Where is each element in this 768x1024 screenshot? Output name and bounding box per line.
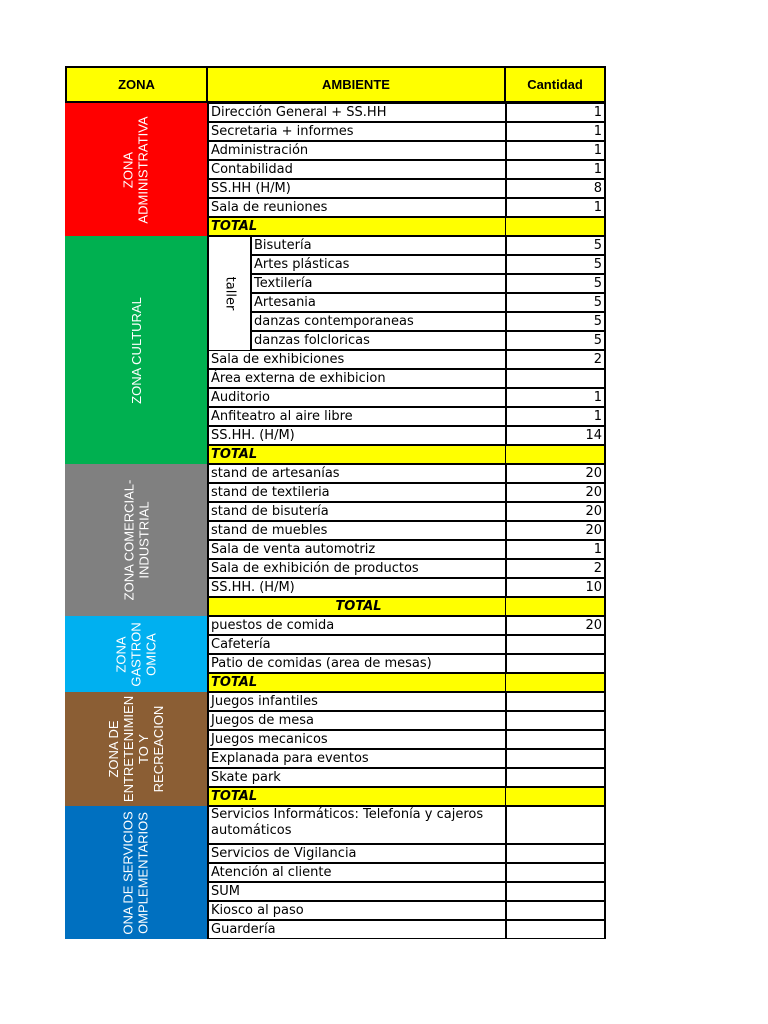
ambiente-cell: Anfiteatro al aire libre <box>207 407 507 426</box>
cantidad-cell: 1 <box>505 198 606 217</box>
cantidad-cell: 1 <box>505 141 606 160</box>
ambiente-cell: Área externa de exhibicion <box>207 369 507 388</box>
zone-label-line: GASTRON <box>128 621 144 687</box>
cantidad-cell <box>505 806 606 844</box>
ambiente-cell: danzas folcloricas <box>250 331 507 350</box>
ambiente-cell: SUM <box>207 882 507 901</box>
zone-label <box>65 464 207 616</box>
ambiente-cell: SS.HH. (H/M) <box>207 426 507 445</box>
ambiente-cell: Atención al cliente <box>207 863 507 882</box>
ambiente-cell: Sala de venta automotriz <box>207 540 507 559</box>
zone-label-line: ZONA DE <box>105 720 121 778</box>
ambiente-cell: Juegos mecanicos <box>207 730 507 749</box>
zone-label-line: INDUSTRIAL <box>136 501 151 579</box>
zone-label <box>65 692 207 806</box>
cantidad-cell: 1 <box>505 388 606 407</box>
ambiente-cell: TOTAL <box>207 445 507 464</box>
ambiente-cell: TOTAL <box>207 597 507 616</box>
header-ambiente: AMBIENTE <box>206 66 506 103</box>
ambiente-cell: TOTAL <box>207 787 507 806</box>
cantidad-cell: 8 <box>505 179 606 198</box>
ambiente-cell: Sala de exhibiciones <box>207 350 507 369</box>
cantidad-cell <box>505 635 606 654</box>
cantidad-cell <box>505 654 606 673</box>
cantidad-cell: 5 <box>505 236 606 255</box>
zone-label-line: ZONA <box>113 635 129 673</box>
header-zona: ZONA <box>65 66 208 103</box>
ambiente-cell: stand de textileria <box>207 483 507 502</box>
ambiente-cell: TOTAL <box>207 673 507 692</box>
cantidad-cell <box>505 673 606 692</box>
ambiente-cell: SS.HH. (H/M) <box>207 578 507 597</box>
cantidad-cell: 20 <box>505 464 606 483</box>
ambiente-cell: Patio de comidas (area de mesas) <box>207 654 507 673</box>
cantidad-cell: 1 <box>505 407 606 426</box>
cantidad-cell <box>505 369 606 388</box>
cantidad-cell <box>505 445 606 464</box>
cantidad-cell: 5 <box>505 255 606 274</box>
ambiente-cell: Secretaria + informes <box>207 122 507 141</box>
cantidad-cell: 20 <box>505 483 606 502</box>
cantidad-cell <box>505 882 606 901</box>
zone-label <box>65 103 207 236</box>
cantidad-cell <box>505 901 606 920</box>
cantidad-cell <box>505 597 606 616</box>
taller-text: taller <box>221 276 237 311</box>
ambiente-cell: Artes plásticas <box>250 255 507 274</box>
ambiente-cell: Servicios Informáticos: Telefonía y cajeros automáticos <box>207 806 507 844</box>
cantidad-cell <box>505 217 606 236</box>
cantidad-cell: 2 <box>505 350 606 369</box>
zone-label <box>65 806 207 939</box>
ambiente-cell: stand de artesanías <box>207 464 507 483</box>
ambiente-cell: Explanada para eventos <box>207 749 507 768</box>
zone-label-line: ENTRETENIMIEN <box>120 695 136 803</box>
cantidad-cell: 10 <box>505 578 606 597</box>
ambiente-cell: Sala de reuniones <box>207 198 507 217</box>
cantidad-cell: 14 <box>505 426 606 445</box>
cantidad-cell <box>505 920 606 939</box>
cantidad-cell <box>505 787 606 806</box>
ambiente-cell: Juegos de mesa <box>207 711 507 730</box>
cantidad-cell: 1 <box>505 160 606 179</box>
ambiente-cell: Juegos infantiles <box>207 692 507 711</box>
cantidad-cell: 20 <box>505 502 606 521</box>
zone-label-line: ZONA <box>120 151 136 188</box>
taller-label <box>207 236 250 350</box>
cantidad-cell <box>505 692 606 711</box>
cantidad-cell <box>505 844 606 863</box>
ambiente-cell: Servicios de Vigilancia <box>207 844 507 863</box>
ambiente-cell: stand de bisutería <box>207 502 507 521</box>
cantidad-cell: 1 <box>505 122 606 141</box>
ambiente-cell: Contabilidad <box>207 160 507 179</box>
cantidad-cell: 1 <box>505 103 606 122</box>
ambiente-cell: Administración <box>207 141 507 160</box>
zone-label <box>65 236 207 464</box>
ambiente-cell: danzas contemporaneas <box>250 312 507 331</box>
ambiente-cell: Artesania <box>250 293 507 312</box>
ambiente-cell: Sala de exhibición de productos <box>207 559 507 578</box>
zone-label <box>65 616 207 692</box>
ambiente-cell: Guardería <box>207 920 507 939</box>
cantidad-cell: 5 <box>505 312 606 331</box>
ambiente-cell: puestos de comida <box>207 616 507 635</box>
ambiente-cell: Cafetería <box>207 635 507 654</box>
cantidad-cell <box>505 749 606 768</box>
zone-label-line: RECREACION <box>150 705 166 793</box>
zone-label-line: ZONA CULTURAL <box>128 296 144 404</box>
zone-label-line: ADMINISTRATIVA <box>135 115 151 224</box>
cantidad-cell <box>505 768 606 787</box>
zone-label-line: OMPLEMENTARIOS <box>135 811 151 934</box>
header-cantidad: Cantidad <box>504 66 606 103</box>
zone-label-line: ZONA COMERCIAL- <box>121 479 136 601</box>
cantidad-cell: 5 <box>505 274 606 293</box>
ambiente-cell: Skate park <box>207 768 507 787</box>
cantidad-cell: 5 <box>505 293 606 312</box>
zone-label-line: TO Y <box>135 734 151 764</box>
cantidad-cell <box>505 863 606 882</box>
ambiente-cell: SS.HH (H/M) <box>207 179 507 198</box>
cantidad-cell: 1 <box>505 540 606 559</box>
cantidad-cell <box>505 711 606 730</box>
cantidad-cell: 5 <box>505 331 606 350</box>
ambiente-cell: stand de muebles <box>207 521 507 540</box>
cantidad-cell <box>505 730 606 749</box>
ambiente-cell: Bisutería <box>250 236 507 255</box>
ambiente-cell: Auditorio <box>207 388 507 407</box>
cantidad-cell: 20 <box>505 616 606 635</box>
cantidad-cell: 2 <box>505 559 606 578</box>
cantidad-cell: 20 <box>505 521 606 540</box>
ambiente-cell: Textilería <box>250 274 507 293</box>
zone-label-line: OMICA <box>143 632 159 676</box>
zone-label-line: ONA DE SERVICIOS <box>120 810 136 935</box>
ambiente-cell: TOTAL <box>207 217 507 236</box>
ambiente-cell: Kiosco al paso <box>207 901 507 920</box>
ambiente-cell: Dirección General + SS.HH <box>207 103 507 122</box>
